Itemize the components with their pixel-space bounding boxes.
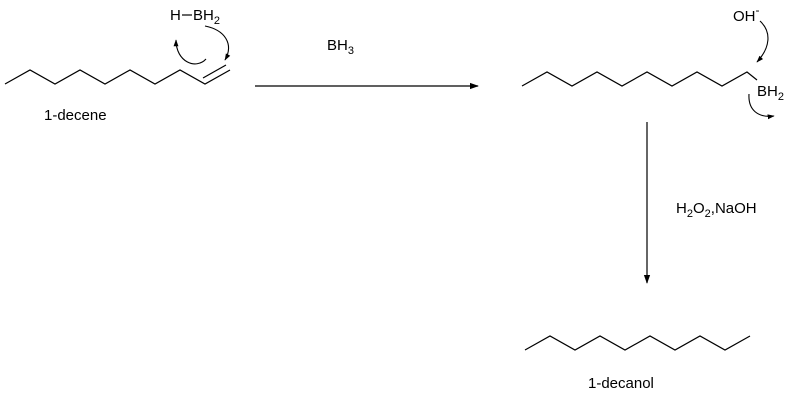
decene-double-bond [203, 65, 226, 78]
borane-subscript: 2 [213, 15, 220, 27]
decylborane-chain [522, 72, 757, 86]
intermediate-boron [757, 83, 784, 103]
curly-arrow-hydroxide-attack [757, 21, 768, 62]
step1-reagent-sub: 3 [347, 45, 354, 57]
curly-arrow-alkene-to-boron [176, 40, 206, 64]
intermediate-boron-sub: 2 [777, 91, 784, 103]
borane-h: H [170, 7, 181, 24]
decene-label: 1-decene [44, 107, 107, 124]
decanol-chain [525, 336, 750, 350]
borane-reagent [170, 7, 220, 27]
reagent-separator: , [710, 200, 715, 217]
step2-reagents [676, 200, 757, 220]
h2o2-h-sub: 2 [686, 208, 693, 220]
hydroxide-main: OH [733, 8, 756, 25]
h2o2-o: O [692, 200, 705, 217]
hydroxide-charge: - [755, 3, 760, 17]
curly-arrow-hydride-transfer [205, 26, 228, 60]
naoh: NaOH [714, 200, 757, 217]
decene-chain [5, 70, 230, 84]
decanol-label: 1-decanol [588, 375, 654, 392]
h2o2-h: H [676, 200, 687, 217]
hydroxide [733, 3, 760, 25]
svg-text:BH2 [193, 7, 220, 27]
decene-structure [5, 65, 230, 84]
h2o2-o-sub: 2 [704, 208, 711, 220]
decylborane-structure [522, 72, 757, 86]
intermediate-boron-main: BH [757, 83, 778, 100]
borane-bh: BH [193, 7, 214, 24]
step1-reagent [327, 37, 354, 57]
step1-reagent-main: BH [327, 37, 348, 54]
decanol-structure [525, 336, 750, 350]
